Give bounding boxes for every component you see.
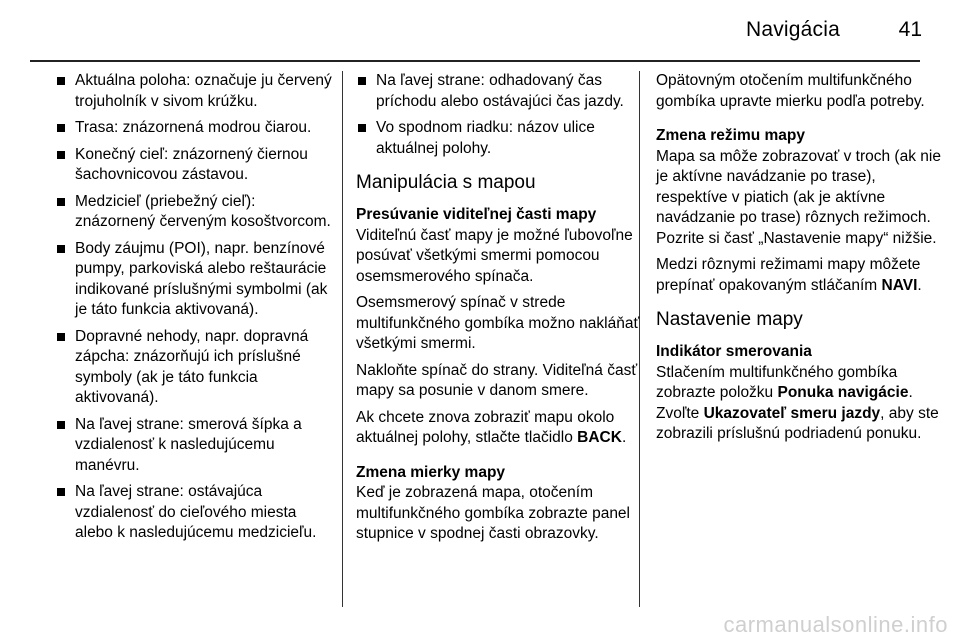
list-item: Body záujmu (POI), napr. benzínové pumpy, parkoviská alebo reštaurácie indikované príslušnými symbolmi (ak je táto funkcia aktivovaná). [55,239,333,321]
column-3 [656,71,946,451]
list-item: Vo spodnom riadku: názov ulice aktuálnej polohy. [356,118,652,159]
heading-map-settings: Nastavenie mapy [656,309,803,330]
watermark: carmanualsonline.info [723,612,948,637]
subheading-map-scale: Zmena mierky mapy [356,463,506,481]
bullet-square-icon [57,151,65,159]
subheading-direction-indicator: Indikátor smerovania [656,343,812,360]
paragraph: Osemsmerový spínač v strede multifunkčného gombíka možno nakláňať všetkými smermi. [356,294,640,352]
heading-map-manipulation: Manipulácia s mapou [356,172,536,193]
list-item: Medzicieľ (priebežný cieľ): znázornený červeným kosoštvorcom. [55,192,333,233]
paragraph: Opätovným otočením multifunkčného gombíka upravte mierku podľa potreby. [656,72,925,110]
paragraph: Mapa sa môže zobrazovať v troch (ak nie je aktívne navádzanie po trase), respektíve v piatich (ak je aktívne navádzanie po trase) rôznych režimoch. Pozrite si časť „Nastavenie mapy“ nižšie. [656,147,941,247]
subheading-map-mode: Zmena režimu mapy [656,127,806,144]
list-item: Na ľavej strane: smerová šípka a vzdialenosť k nasledujúcemu manévru. [55,415,333,477]
list-item: Trasa: znázornená modrou čiarou. [55,118,333,139]
back-button-label: BACK [577,429,622,446]
bullet-square-icon [358,124,366,132]
paragraph: Viditeľnú časť mapy je možné ľubovoľne posúvať všetkými smermi pomocou osemsmerového spínača. [356,226,633,285]
list-item: Na ľavej strane: ostávajúca vzdialenosť do cieľového miesta alebo k nasledujúcemu medzicieľu. [55,482,333,544]
bullet-square-icon [57,245,65,253]
menu-item-direction-indicator: Ukazovateľ smeru jazdy [703,404,881,422]
paragraph: Stlačením multifunkčného gombíka zobrazte položku Ponuka navigácie. Zvoľte Ukazovateľ smeru jazdy, aby ste zobrazili príslušnú podriadenú ponuku. [656,363,939,442]
map-legend-list [55,71,333,544]
subheading-move-map: Presúvanie viditeľnej časti mapy [356,206,597,223]
paragraph: Nakloňte spínač do strany. Viditeľná časť mapy sa posunie v danom smere. [356,361,638,399]
page-header [0,0,960,62]
bullet-square-icon [57,333,65,341]
bullet-square-icon [358,77,366,85]
paragraph: Ak chcete znova zobraziť mapu okolo aktuálnej polohy, stlačte tlačidlo BACK. [356,408,627,446]
column-2 [356,71,652,551]
page-number: 41 [898,18,922,41]
paragraph: Keď je zobrazená mapa, otočením multifunkčného gombíka zobrazte panel stupnice v spodnej časti obrazovky. [356,484,630,542]
header-rule [30,60,920,62]
list-item: Na ľavej strane: odhadovaný čas príchodu alebo ostávajúci čas jazdy. [356,71,652,112]
list-item: Dopravné nehody, napr. dopravná zápcha: znázorňujú ich príslušné symboly (ak je táto funkcia aktivovaná). [55,327,333,409]
map-legend-list-continued [356,71,652,159]
list-item: Aktuálna poloha: označuje ju červený trojuholník v sivom krúžku. [55,71,333,112]
bullet-square-icon [57,124,65,132]
list-item: Konečný cieľ: znázornený čiernou šachovnicovou zástavou. [55,145,333,186]
bullet-square-icon [57,488,65,496]
bullet-square-icon [57,421,65,429]
bullet-square-icon [57,198,65,206]
paragraph: Medzi rôznymi režimami mapy môžete prepínať opakovaným stláčaním NAVI. [656,256,922,294]
bullet-square-icon [57,77,65,85]
menu-item-navigation-menu: Ponuka navigácie [777,384,909,401]
navi-button-label: NAVI [881,276,918,294]
column-divider-1 [342,71,343,607]
section-title: Navigácia [745,18,840,41]
column-1 [55,71,333,550]
